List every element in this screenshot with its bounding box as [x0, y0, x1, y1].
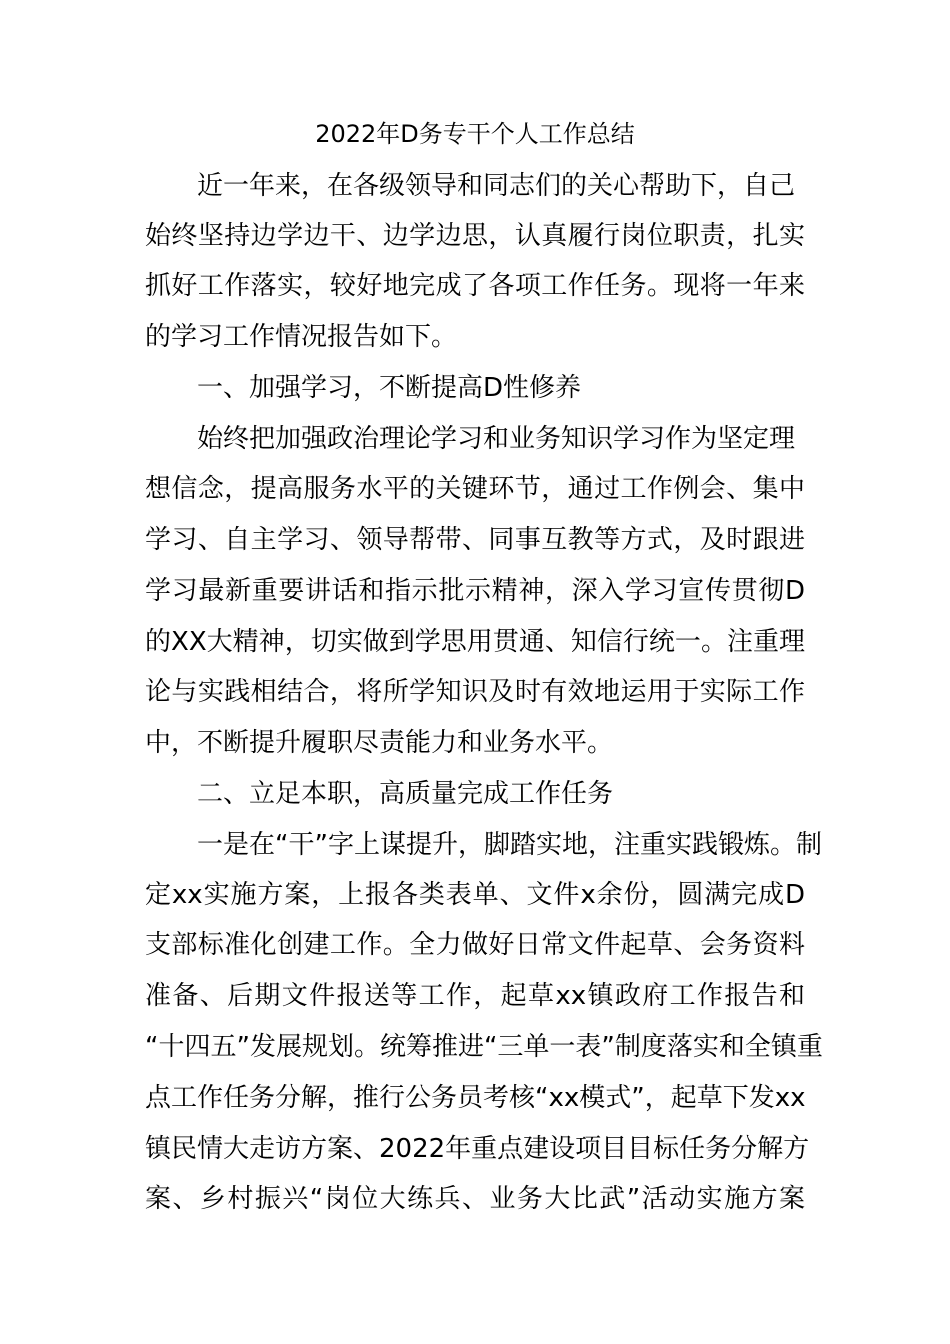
- text-line: 的学习工作情况报告如下。: [145, 322, 458, 352]
- text-line: 镇民情大走访方案、2022年重点建设项目目标任务分解方: [145, 1134, 810, 1164]
- text-line: “十四五”发展规划。统筹推进“三单一表”制度落实和全镇重: [145, 1032, 823, 1062]
- text-line: 中，不断提升履职尽责能力和业务水平。: [145, 728, 614, 758]
- text-line: 始终把加强政治理论学习和业务知识学习作为坚定理: [197, 424, 796, 454]
- text-line: 想信念，提高服务水平的关键环节，通过工作例会、集中: [145, 474, 805, 504]
- text-line: 一是在“干”字上谋提升，脚踏实地，注重实践锻炼。制: [197, 830, 822, 860]
- section-heading: 二、立足本职，高质量完成工作任务: [197, 779, 614, 809]
- section-heading: 一、加强学习，不断提高D性修养: [197, 373, 582, 403]
- text-line: 学习最新重要讲话和指示批示精神，深入学习宣传贯彻D: [145, 576, 805, 606]
- text-line: 点工作任务分解，推行公务员考核“xx模式”，起草下发xx: [145, 1083, 806, 1113]
- text-line: 抓好工作落实，较好地完成了各项工作任务。现将一年来: [145, 271, 805, 301]
- text-line: 论与实践相结合，将所学知识及时有效地运用于实际工作: [145, 677, 805, 707]
- text-line: 支部标准化创建工作。全力做好日常文件起草、会务资料: [145, 930, 805, 960]
- text-line: 准备、后期文件报送等工作，起草xx镇政府工作报告和: [145, 981, 805, 1011]
- text-line: 定xx实施方案，上报各类表单、文件x余份，圆满完成D: [145, 880, 805, 910]
- document-title: 2022年D务专干个人工作总结: [315, 120, 635, 148]
- text-line: 案、乡村振兴“岗位大练兵、业务大比武”活动实施方案: [145, 1184, 805, 1214]
- text-line: 始终坚持边学边干、边学边思，认真履行岗位职责，扎实: [145, 221, 805, 251]
- text-line: 的XX大精神，切实做到学思用贯通、知信行统一。注重理: [145, 627, 805, 657]
- text-line: 学习、自主学习、领导帮带、同事互教等方式，及时跟进: [145, 525, 805, 555]
- text-line: 近一年来，在各级领导和同志们的关心帮助下，自己: [197, 171, 796, 201]
